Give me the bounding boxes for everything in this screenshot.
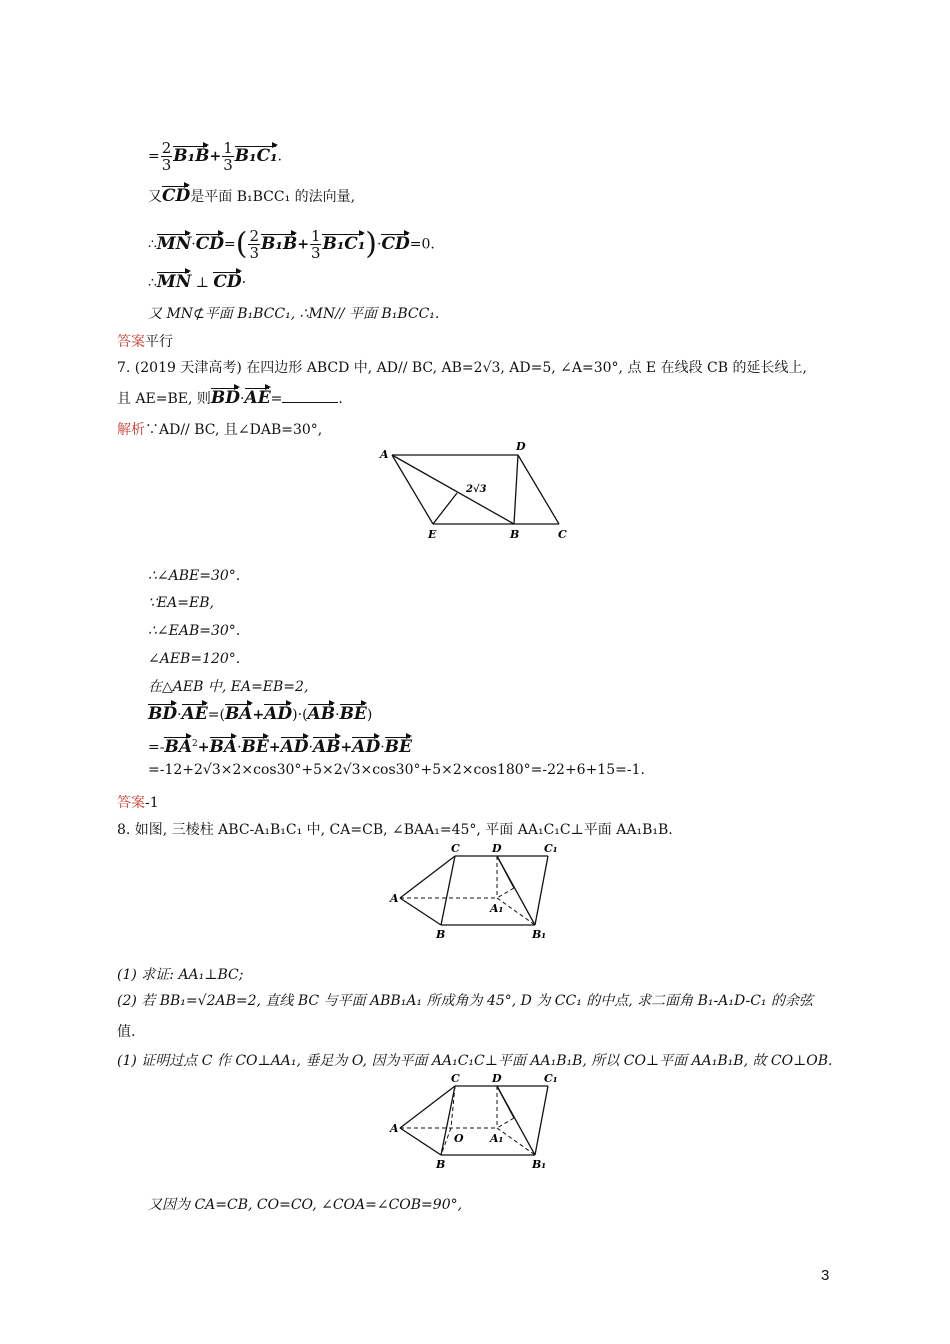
step-4: ∠AEB=120°. xyxy=(148,651,241,667)
svg-text:C₁: C₁ xyxy=(544,1072,558,1085)
question-8-part2: (2) 若 BB₁=√2AB=2, 直线 BC 与平面 ABB₁A₁ 所成角为 45°, D 为 CC₁ 的中点, 求二面角 B₁-A₁D-C₁ 的余弦 xyxy=(117,993,813,1009)
fig1-label-b: B xyxy=(510,528,520,541)
answer-7: 答案-1 xyxy=(117,795,159,811)
fig1-side-label: 2√3 xyxy=(466,484,487,495)
figure-quadrilateral xyxy=(376,436,576,546)
line-normal-vector: 又CD是平面 B₁BCC₁ 的法向量, xyxy=(148,186,356,206)
fig1-label-a: A xyxy=(380,448,389,461)
vector-b1b: B₁B xyxy=(173,145,210,166)
answer-blank xyxy=(282,392,338,403)
analysis-7: 解析∵AD// BC, 且∠DAB=30°, xyxy=(117,422,323,438)
question-7-line2: 且 AE=BE, 则BD·AE= . xyxy=(117,388,343,408)
proof-8-2: 又因为 CA=CB, CO=CO, ∠COA=∠COB=90°, xyxy=(148,1197,463,1213)
svg-text:D: D xyxy=(492,1072,502,1085)
equation-1: BD·AE=(BA+AD)·(AB·BE) xyxy=(148,704,373,724)
question-8: 8. 如图, 三棱柱 ABC-A₁B₁C₁ 中, CA=CB, ∠BAA₁=45°, 平面 AA₁C₁C⊥平面 AA₁B₁B. xyxy=(117,822,673,838)
line-conclusion: 又 MN⊄平面 B₁BCC₁, ∴MN// 平面 B₁BCC₁. xyxy=(148,306,440,322)
figure-prism-2 xyxy=(388,1068,568,1174)
equation-3: =-12+2√3×2×cos30°+5×2√3×cos30°+5×2×cos180°=-22+6+15=-1. xyxy=(148,762,645,778)
svg-text:C: C xyxy=(451,1072,460,1085)
figure-prism-1 xyxy=(388,838,568,944)
step-2: ∵EA=EB, xyxy=(148,595,214,611)
svg-text:A: A xyxy=(390,1122,399,1135)
answer-6: 答案平行 xyxy=(117,334,173,350)
svg-text:A₁: A₁ xyxy=(490,1132,504,1145)
fig1-label-c: C xyxy=(558,528,567,541)
svg-text:O: O xyxy=(454,1132,464,1145)
svg-text:C: C xyxy=(451,842,460,855)
svg-text:B₁: B₁ xyxy=(532,1158,547,1171)
svg-text:A₁: A₁ xyxy=(490,902,504,915)
page-number: 3 xyxy=(821,1267,830,1284)
step-3: ∴∠EAB=30°. xyxy=(148,623,241,639)
line-perpendicular: ∴MN ⊥ CD· xyxy=(148,272,247,292)
svg-text:B₁: B₁ xyxy=(532,928,547,941)
fig1-label-d: D xyxy=(516,440,526,453)
svg-text:A: A xyxy=(390,892,399,905)
svg-text:B: B xyxy=(436,928,446,941)
step-1: ∴∠ABE=30°. xyxy=(148,568,241,584)
svg-text:C₁: C₁ xyxy=(544,842,558,855)
svg-text:B: B xyxy=(436,1158,446,1171)
line-dot-product: ∴MN·CD=( $\frac{2}{3}$ B₁B+ $\frac{1}{3}$ B₁C₁)·CD=0. xyxy=(148,226,435,262)
svg-text:D: D xyxy=(492,842,502,855)
proof-8-1: (1) 证明过点 C 作 CO⊥AA₁, 垂足为 O, 因为平面 AA₁C₁C⊥平面 AA₁B₁B, 所以 CO⊥平面 AA₁B₁B, 故 CO⊥OB. xyxy=(117,1053,833,1069)
vector-b1c1: B₁C₁ xyxy=(234,145,278,166)
question-7: 7. (2019 天津高考) 在四边形 ABCD 中, AD// BC, AB=2√3, AD=5, ∠A=30°, 点 E 在线段 CB 的延长线上, xyxy=(117,360,807,376)
answer-label: 答案 xyxy=(117,334,145,350)
equation-2: $=-BA^2+BA\cdot BE+AD\cdot AB+AD\cdot BE$ xyxy=(148,736,412,757)
step-5: 在△AEB 中, EA=EB=2, xyxy=(148,679,309,695)
question-8-part1: (1) 求证: AA₁⊥BC; xyxy=(117,967,244,983)
fig1-label-e: E xyxy=(428,528,437,541)
line-mn-expression: = $\frac{2}{3}$ B₁B+ $\frac{1}{3}$ B₁C₁. xyxy=(148,139,282,174)
analysis-label: 解析 xyxy=(117,422,145,438)
question-8-part2-end: 值. xyxy=(117,1024,136,1040)
